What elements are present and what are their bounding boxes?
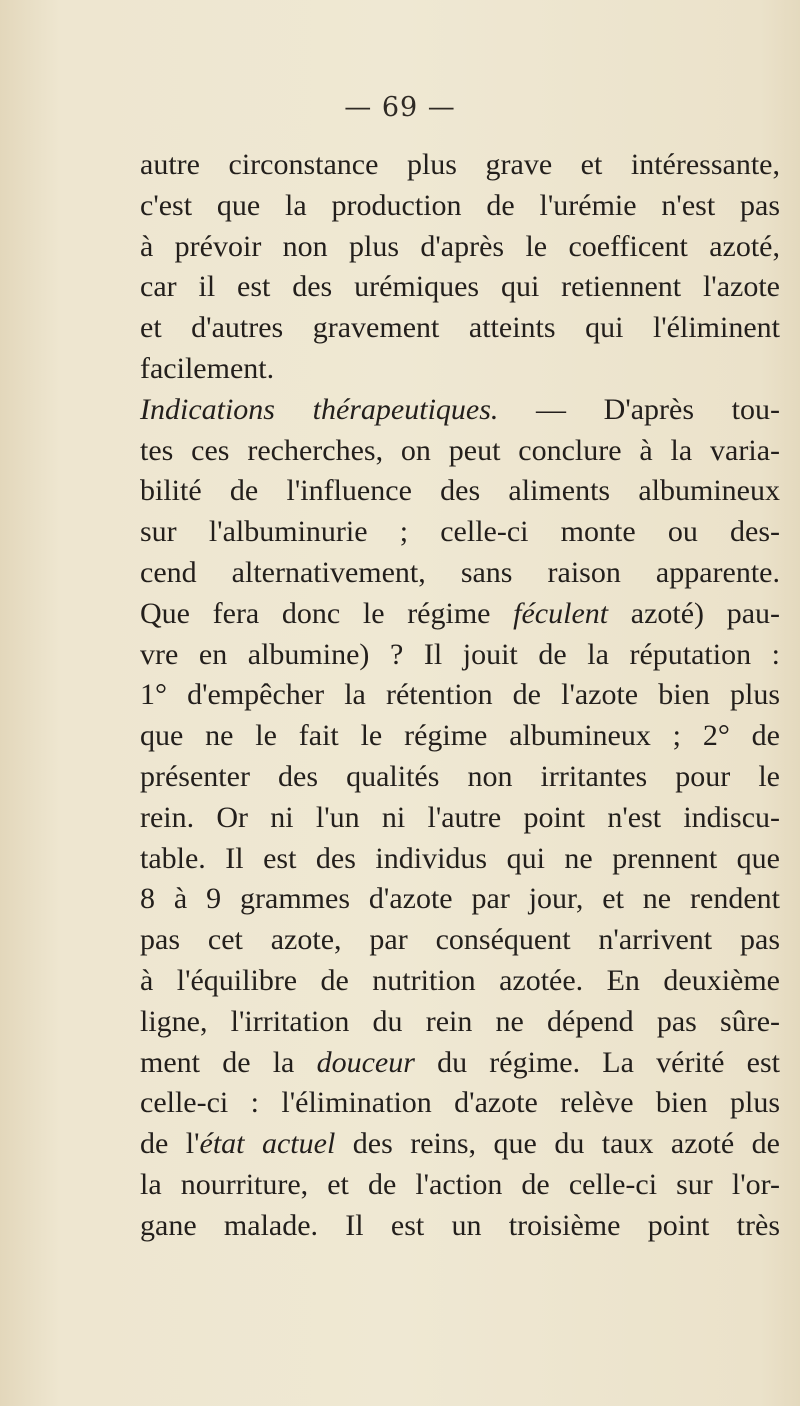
text-segment: des reins, que du taux azoté de [335, 1127, 780, 1161]
text-line: tes ces recherches, on peut conclure à la varia- [140, 433, 780, 467]
text-line: rein. Or ni l'un ni l'autre point n'est indiscu- [140, 800, 780, 834]
section-heading: Indications thérapeutiques. [140, 392, 499, 426]
text-line: à l'équilibre de nutrition azotée. En deuxième [140, 963, 780, 997]
italic-word: féculent [513, 596, 609, 630]
text-segment: Que fera donc le régime [140, 596, 514, 630]
text-line [140, 594, 780, 635]
text-line: vre en albumine) ? Il jouit de la réputation : [140, 637, 780, 671]
text-line: à prévoir non plus d'après le coefficent azoté, [140, 229, 780, 263]
text-segment: ment de la [140, 1045, 317, 1079]
section-heading-line [140, 390, 780, 431]
text-line: c'est que la production de l'urémie n'est pas [140, 188, 780, 222]
text-line: 1° d'empêcher la rétention de l'azote bien plus [140, 678, 780, 712]
italic-word: état actuel [199, 1127, 336, 1161]
text-line: sur l'albuminurie ; celle-ci monte ou des- [140, 515, 780, 549]
text-line: gane malade. Il est un troisième point très [140, 1208, 780, 1242]
body-text [140, 145, 780, 1247]
text-line: la nourriture, et de l'action de celle-ci sur l'or- [140, 1167, 780, 1201]
text-line [140, 1124, 780, 1165]
text-segment: azoté) pau- [608, 596, 781, 630]
text-line: cend alternativement, sans raison apparente. [140, 555, 780, 589]
text-line [140, 1043, 780, 1084]
text-segment: de l' [140, 1127, 200, 1161]
text-segment: du régime. La vérité est [414, 1045, 780, 1079]
text-line: celle-ci : l'élimination d'azote relève bien plus [140, 1086, 780, 1120]
italic-word: douceur [316, 1045, 415, 1079]
text-line: table. Il est des individus qui ne prennent que [140, 841, 780, 875]
text-line: bilité de l'influence des aliments albumineux [140, 474, 780, 508]
text-line: autre circonstance plus grave et intéressante, [140, 148, 780, 181]
text-line: 8 à 9 grammes d'azote par jour, et ne rendent [140, 882, 780, 916]
text-line: pas cet azote, par conséquent n'arrivent pas [140, 923, 780, 957]
text-line: ligne, l'irritation du rein ne dépend pas sûre- [140, 1004, 780, 1038]
page-number: — 69 — [344, 92, 456, 123]
text-line: présenter des qualités non irritantes pour le [140, 759, 780, 793]
text-line: car il est des urémiques qui retiennent l'azote [140, 270, 780, 304]
heading-continuation: — D'après tou- [498, 392, 780, 426]
text-line: facilement. [140, 351, 275, 385]
text-line: et d'autres gravement atteints qui l'éliminent [140, 311, 780, 345]
text-line: que ne le fait le régime albumineux ; 2° de [140, 719, 780, 753]
